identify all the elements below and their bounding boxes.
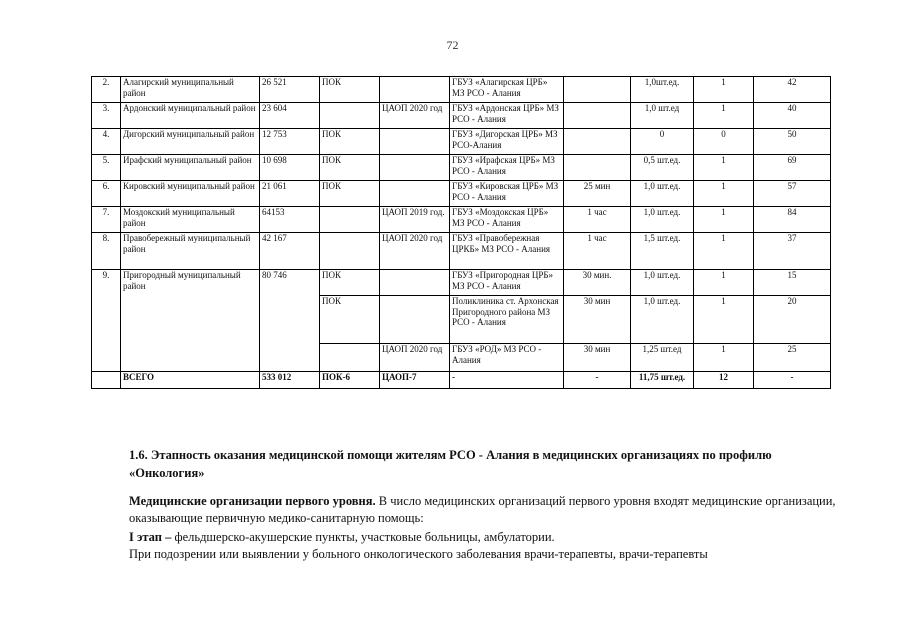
pok-cell: ПОК [320,155,380,181]
paragraph-text: В число медицинских организаций первого уровня входят медицинские организации, оказывающие первичную медико-санитарную помощь: [129,494,836,525]
district-cell: Алагирский муниципальный район [121,77,260,103]
caop-cell [380,129,450,155]
row-number: 6. [92,181,121,207]
pok-cell [320,344,380,372]
population-cell: 26 521 [260,77,320,103]
row-number: 7. [92,207,121,233]
table-row [92,77,831,103]
organizations-table [91,76,831,389]
organization-cell: ГБУЗ «Кировская ЦРБ» МЗ РСО - Алания [450,181,564,207]
percent-cell: 69 [754,155,831,181]
district-cell: Моздокский муниципальный район [121,207,260,233]
caop-cell [380,181,450,207]
percent-cell: 15 [754,270,831,296]
travel-time-cell [564,129,631,155]
total-count: 12 [694,372,754,389]
paragraph-lead: Медицинские организации первого уровня. [129,494,376,508]
organization-cell: Поликлиника ст. Архонская Пригородного района МЗ РСО - Алания [450,296,564,344]
percent-cell: 20 [754,296,831,344]
district-cell: Ардонский муниципальный район [121,103,260,129]
caop-cell [380,155,450,181]
count-cell: 1 [694,270,754,296]
pok-cell: ПОК [320,77,380,103]
population-cell: 80 746 [260,270,320,372]
percent-cell: 84 [754,207,831,233]
population-cell: 42 167 [260,233,320,270]
staff-units-cell: 1,25 шт.ед [631,344,694,372]
organization-cell: ГБУЗ «Моздокская ЦРБ» МЗ РСО - Алания [450,207,564,233]
row-number: 3. [92,103,121,129]
paragraph-stage-one [91,529,836,546]
caop-cell [380,270,450,296]
count-cell: 1 [694,233,754,270]
staff-units-cell: 1,0 шт.ед. [631,207,694,233]
row-number: 5. [92,155,121,181]
percent-cell: 57 [754,181,831,207]
travel-time-cell: 1 час [564,207,631,233]
table-row [92,103,831,129]
organization-cell: ГБУЗ «РОД» МЗ РСО - Алания [450,344,564,372]
total-population: 533 012 [260,372,320,389]
percent-cell: 50 [754,129,831,155]
organization-cell: ГБУЗ «Ирафская ЦРБ» МЗ РСО - Алания [450,155,564,181]
organization-cell: ГБУЗ «Дигорская ЦРБ» МЗ РСО-Алания [450,129,564,155]
staff-units-cell: 1,0шт.ед. [631,77,694,103]
pok-cell: ПОК [320,270,380,296]
pok-cell: ПОК [320,296,380,344]
table-row [92,181,831,207]
page-number: 72 [446,38,459,52]
percent-cell: 40 [754,103,831,129]
paragraph-suspicion [91,546,836,563]
count-cell: 1 [694,207,754,233]
count-cell: 1 [694,103,754,129]
staff-units-cell: 1,0 шт.ед. [631,181,694,207]
caop-cell [380,77,450,103]
row-number: 9. [92,270,121,372]
travel-time-cell: 25 мин [564,181,631,207]
count-cell: 1 [694,296,754,344]
section-heading [91,446,836,482]
district-cell: Ирафский муниципальный район [121,155,260,181]
row-number: 2. [92,77,121,103]
staff-units-cell: 1,0 шт.ед. [631,270,694,296]
pok-cell: ПОК [320,181,380,207]
stage-text: фельдшерско-акушерские пункты, участковые больницы, амбулатории. [171,530,555,544]
travel-time-cell [564,103,631,129]
table-row [92,129,831,155]
total-travel-time: - [564,372,631,389]
count-cell: 0 [694,129,754,155]
staff-units-cell: 1,0 шт.ед [631,103,694,129]
count-cell: 1 [694,77,754,103]
staff-units-cell: 1,5 шт.ед. [631,233,694,270]
district-cell: Кировский муниципальный район [121,181,260,207]
suspicion-text: При подозрении или выявлении у больного онкологического заболевания врачи-терапевты, врачи-терапевты [129,547,708,561]
travel-time-cell: 30 мин [564,296,631,344]
staff-units-cell: 0 [631,129,694,155]
caop-cell: ЦАОП 2020 год [380,344,450,372]
district-cell: Дигорский муниципальный район [121,129,260,155]
organization-cell: ГБУЗ «Пригородная ЦРБ» МЗ РСО - Алания [450,270,564,296]
organization-cell: ГБУЗ «Ардонская ЦРБ» МЗ РСО - Алания [450,103,564,129]
population-cell: 12 753 [260,129,320,155]
staff-units-cell: 0,5 шт.ед. [631,155,694,181]
table-row [92,207,831,233]
stage-label: I этап – [129,530,172,544]
population-cell: 64153 [260,207,320,233]
staff-units-cell: 1,0 шт.ед. [631,296,694,344]
table-row [92,155,831,181]
population-cell: 23 604 [260,103,320,129]
travel-time-cell [564,155,631,181]
percent-cell: 25 [754,344,831,372]
travel-time-cell: 30 мин. [564,270,631,296]
population-cell: 21 061 [260,181,320,207]
count-cell: 1 [694,181,754,207]
district-cell: Пригородный муниципальный район [121,270,260,372]
caop-cell: ЦАОП 2020 год [380,233,450,270]
total-empty-cell [92,372,121,389]
section-heading-text: 1.6. Этапность оказания медицинской помощи жителям РСО - Алания в медицинских организациях по профилю «Онкология» [129,448,772,480]
total-staff-units: 11,75 шт.ед. [631,372,694,389]
organization-cell: ГБУЗ «Алагирская ЦРБ» МЗ РСО - Алания [450,77,564,103]
percent-cell: 37 [754,233,831,270]
total-pok: ПОК-6 [320,372,380,389]
paragraph-level-one [91,493,836,527]
total-label: ВСЕГО [121,372,260,389]
pok-cell [320,103,380,129]
pok-cell [320,233,380,270]
district-cell: Правобережный муниципальный район [121,233,260,270]
percent-cell: 42 [754,77,831,103]
organization-cell: ГБУЗ «Правобережная ЦРКБ» МЗ РСО - Алания [450,233,564,270]
table-row [92,270,831,296]
row-number: 8. [92,233,121,270]
travel-time-cell [564,77,631,103]
population-cell: 10 698 [260,155,320,181]
total-percent: - [754,372,831,389]
count-cell: 1 [694,344,754,372]
pok-cell: ПОК [320,129,380,155]
total-caop: ЦАОП-7 [380,372,450,389]
total-row [92,372,831,389]
pok-cell [320,207,380,233]
table-row [92,233,831,270]
total-organization: - [450,372,564,389]
count-cell: 1 [694,155,754,181]
travel-time-cell: 1 час [564,233,631,270]
caop-cell [380,296,450,344]
travel-time-cell: 30 мин [564,344,631,372]
caop-cell: ЦАОП 2019 год. [380,207,450,233]
caop-cell: ЦАОП 2020 год [380,103,450,129]
row-number: 4. [92,129,121,155]
